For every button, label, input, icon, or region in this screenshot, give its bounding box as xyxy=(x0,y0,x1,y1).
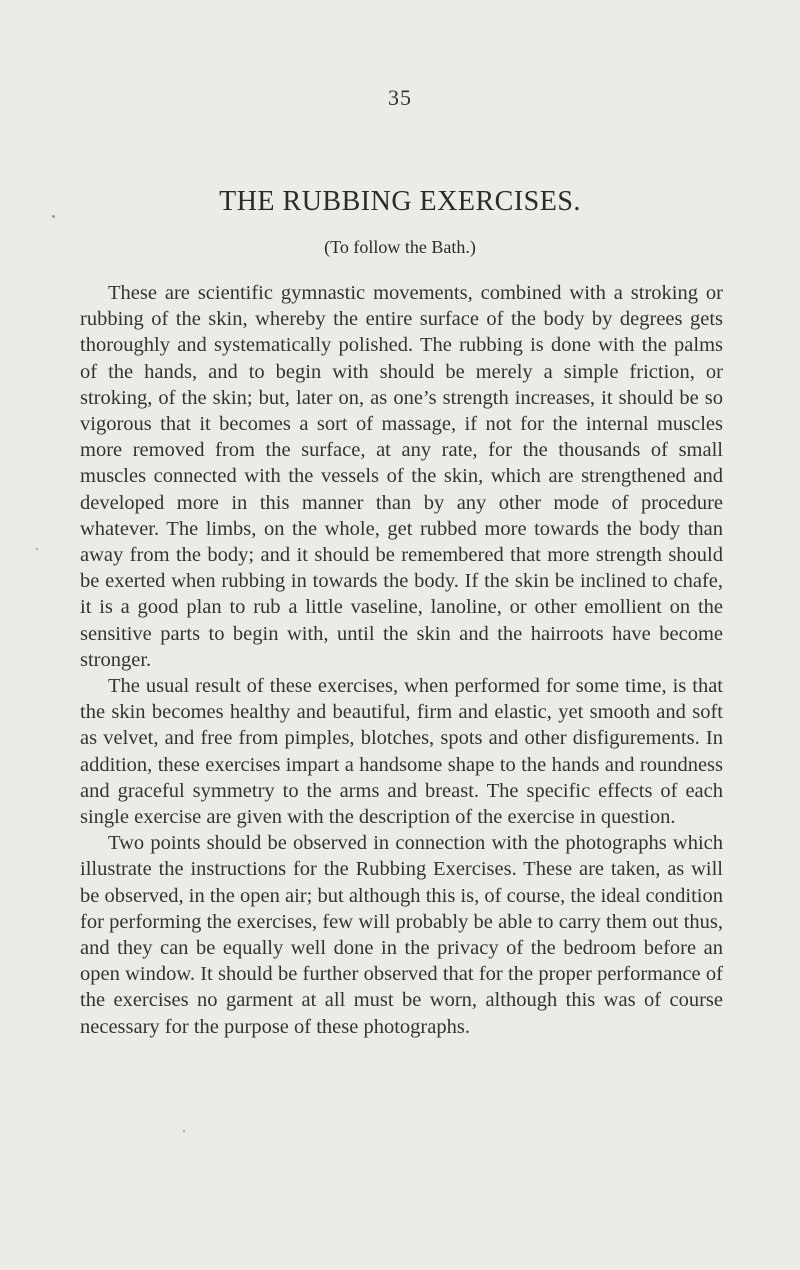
body-text xyxy=(80,280,723,1040)
paragraph: These are scientific gymnastic movements, combined with a stroking or rubbing of the skin, whereby the entire surface of the body by degrees gets thoroughly and systematically polished. The rubbing is done with the palms of the hands, and to begin with should be merely a simple friction, or stroking, of the skin; but, later on, as one’s strength increases, it should be so vigorous that it becomes a sort of massage, if not for the internal muscles more removed from the surface, at any rate, for the thousands of small muscles connected with the vessels of the skin, which are strengthened and developed more in this manner than by any other mode of procedure whatever. The limbs, on the whole, get rubbed more towards the body than away from the body; and it should be remembered that more strength should be exerted when rubbing in towards the body. If the skin be inclined to chafe, it is a good plan to rub a little vaseline, lanoline, or other emollient on the sensitive parts to begin with, until the skin and the hairroots have become stronger. xyxy=(80,282,723,671)
chapter-title: THE RUBBING EXERCISES. xyxy=(219,186,581,217)
chapter-subtitle: (To follow the Bath.) xyxy=(324,237,476,257)
paper-speck xyxy=(52,215,55,218)
paper-speck xyxy=(36,548,38,550)
paragraph: The usual result of these exercises, when performed for some time, is that the skin becomes healthy and beautiful, firm and elastic, yet smooth and soft as velvet, and free from pimples, blotches, spots and other disfigurements. In addition, these exercises impart a handsome shape to the hands and roundness and graceful symmetry to the arms and breast. The specific effects of each single exercise are given with the description of the exercise in question. xyxy=(80,675,723,829)
paper-speck xyxy=(183,1130,185,1132)
page-number: 35 xyxy=(388,85,412,110)
paragraph: Two points should be observed in connection with the photographs which illustrate the instructions for the Rubbing Exercises. These are taken, as will be observed, in the open air; but although this is, of course, the ideal condition for performing the exercises, few will probably be able to carry them out thus, and they can be equally well done in the privacy of the bedroom before an open window. It should be further observed that for the proper performance of the exercises no garment at all must be worn, although this was of course necessary for the purpose of these photographs. xyxy=(80,832,723,1038)
